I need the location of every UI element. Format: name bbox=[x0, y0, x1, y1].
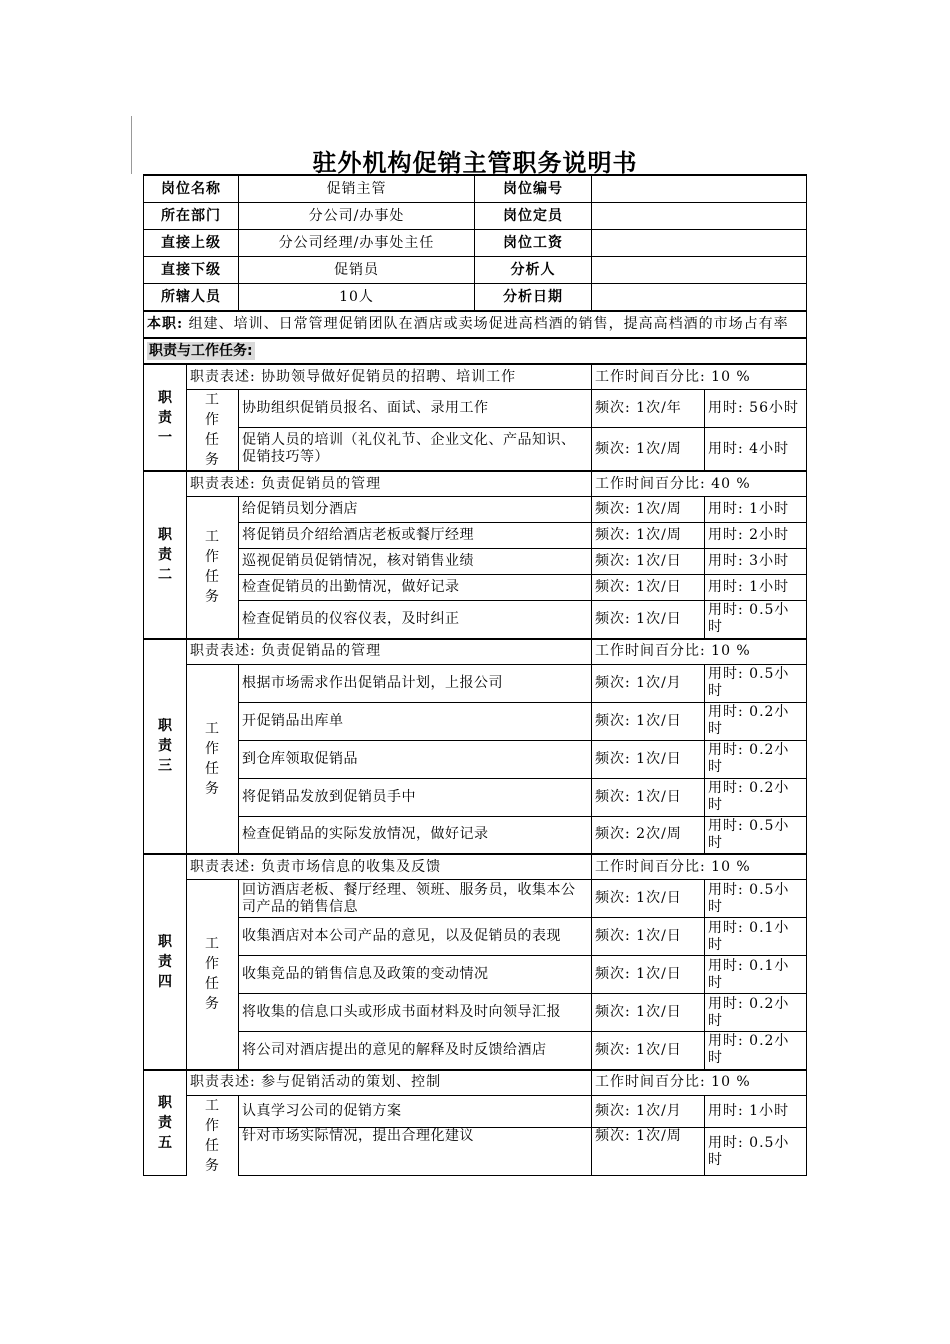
task-hours: 用时: 0.2小时 bbox=[705, 778, 807, 816]
task-frequency: 频次: 1次/日 bbox=[592, 918, 705, 956]
task-item: 收集酒店对本公司产品的意见，以及促销员的表现 bbox=[239, 918, 592, 956]
staffing-value bbox=[592, 203, 807, 230]
task-hours: 用时: 0.2小时 bbox=[705, 1032, 807, 1070]
task-hours: 用时: 0.2小时 bbox=[705, 740, 807, 778]
work-task-label: 工 作 任 务 bbox=[187, 664, 239, 854]
duty-4-description: 职责表述: 负责市场信息的收集及反馈 bbox=[187, 854, 592, 880]
task-hours: 用时: 1小时 bbox=[705, 1095, 807, 1128]
duty-1-description: 职责表述: 协助领导做好促销员的招聘、培训工作 bbox=[187, 364, 592, 390]
task-item: 将公司对酒店提出的意见的解释及时反馈给酒店 bbox=[239, 1032, 592, 1070]
work-task-label: 工 作 任 务 bbox=[187, 880, 239, 1070]
task-hours: 用时: 56小时 bbox=[705, 390, 807, 428]
task-item: 给促销员划分酒店 bbox=[239, 497, 592, 523]
task-item: 认真学习公司的促销方案 bbox=[239, 1095, 592, 1128]
duty-2-label: 职 责 二 bbox=[144, 471, 187, 639]
duties-section-header bbox=[144, 338, 807, 364]
analysis-date-value bbox=[592, 284, 807, 312]
task-frequency: 频次: 1次/日 bbox=[592, 601, 705, 639]
duty-1-percent: 工作时间百分比: 10 % bbox=[592, 364, 807, 390]
position-name-label: 岗位名称 bbox=[144, 175, 239, 203]
task-hours: 用时: 0.5小时 bbox=[705, 601, 807, 639]
staffing-label: 岗位定员 bbox=[475, 203, 592, 230]
duty-3-percent: 工作时间百分比: 10 % bbox=[592, 639, 807, 665]
task-hours: 用时: 3小时 bbox=[705, 549, 807, 575]
task-frequency: 频次: 1次/周 bbox=[592, 428, 705, 471]
work-task-label: 工 作 任 务 bbox=[187, 1095, 239, 1176]
task-hours: 用时: 0.5小时 bbox=[705, 1128, 807, 1176]
task-item: 检查促销品的实际发放情况，做好记录 bbox=[239, 816, 592, 854]
salary-value bbox=[592, 230, 807, 257]
task-frequency: 频次: 2次/周 bbox=[592, 816, 705, 854]
task-item: 针对市场实际情况，提出合理化建议 bbox=[239, 1128, 592, 1176]
task-frequency: 频次: 1次/月 bbox=[592, 664, 705, 702]
subordinate-value: 促销员 bbox=[239, 257, 475, 284]
duty-2-description: 职责表述: 负责促销员的管理 bbox=[187, 471, 592, 497]
position-no-value bbox=[592, 175, 807, 203]
job-summary bbox=[144, 311, 807, 338]
job-summary-text: 组建、培训、日常管理促销团队在酒店或卖场促进高档酒的销售，提高高档酒的市场占有率 bbox=[188, 316, 789, 332]
task-hours: 用时: 0.2小时 bbox=[705, 994, 807, 1032]
page-title: 驻外机构促销主管职务说明书 bbox=[312, 149, 638, 177]
duty-5-description: 职责表述: 参与促销活动的策划、控制 bbox=[187, 1070, 592, 1096]
duty-2-percent: 工作时间百分比: 40 % bbox=[592, 471, 807, 497]
duty-1-label: 职 责 一 bbox=[144, 364, 187, 471]
task-frequency: 频次: 1次/月 bbox=[592, 1095, 705, 1128]
dept-label: 所在部门 bbox=[144, 203, 239, 230]
task-hours: 用时: 0.2小时 bbox=[705, 702, 807, 740]
superior-label: 直接上级 bbox=[144, 230, 239, 257]
duty-4-label: 职 责 四 bbox=[144, 854, 187, 1070]
task-item: 回访酒店老板、餐厅经理、领班、服务员，收集本公司产品的销售信息 bbox=[239, 880, 592, 918]
task-hours: 用时: 0.5小时 bbox=[705, 816, 807, 854]
analysis-date-label: 分析日期 bbox=[475, 284, 592, 312]
dept-value: 分公司/办事处 bbox=[239, 203, 475, 230]
task-item: 根据市场需求作出促销品计划，上报公司 bbox=[239, 664, 592, 702]
position-name-value: 促销主管 bbox=[239, 175, 475, 203]
task-frequency: 频次: 1次/周 bbox=[592, 1128, 705, 1176]
task-item: 促销人员的培训（礼仪礼节、企业文化、产品知识、促销技巧等） bbox=[239, 428, 592, 471]
task-hours: 用时: 1小时 bbox=[705, 497, 807, 523]
task-frequency: 频次: 1次/日 bbox=[592, 740, 705, 778]
task-hours: 用时: 0.1小时 bbox=[705, 918, 807, 956]
task-item: 协助组织促销员报名、面试、录用工作 bbox=[239, 390, 592, 428]
task-frequency: 频次: 1次/日 bbox=[592, 1032, 705, 1070]
task-hours: 用时: 1小时 bbox=[705, 575, 807, 601]
task-item: 检查促销员的出勤情况，做好记录 bbox=[239, 575, 592, 601]
salary-label: 岗位工资 bbox=[475, 230, 592, 257]
managed-value: 10人 bbox=[239, 284, 475, 312]
work-task-label: 工 作 任 务 bbox=[187, 390, 239, 472]
task-hours: 用时: 0.1小时 bbox=[705, 956, 807, 994]
task-item: 巡视促销员促销情况，核对销售业绩 bbox=[239, 549, 592, 575]
work-task-label: 工 作 任 务 bbox=[187, 497, 239, 639]
subordinate-label: 直接下级 bbox=[144, 257, 239, 284]
task-frequency: 频次: 1次/周 bbox=[592, 497, 705, 523]
task-frequency: 频次: 1次/年 bbox=[592, 390, 705, 428]
task-frequency: 频次: 1次/日 bbox=[592, 994, 705, 1032]
duty-3-description: 职责表述: 负责促销品的管理 bbox=[187, 639, 592, 665]
duty-5-percent: 工作时间百分比: 10 % bbox=[592, 1070, 807, 1096]
task-item: 将促销品发放到促销员手中 bbox=[239, 778, 592, 816]
task-frequency: 频次: 1次/日 bbox=[592, 778, 705, 816]
task-frequency: 频次: 1次/周 bbox=[592, 523, 705, 549]
analyst-label: 分析人 bbox=[475, 257, 592, 284]
task-frequency: 频次: 1次/日 bbox=[592, 880, 705, 918]
duty-5-label: 职 责 五 bbox=[144, 1070, 187, 1176]
task-item: 收集竞品的销售信息及政策的变动情况 bbox=[239, 956, 592, 994]
task-item: 将收集的信息口头或形成书面材料及时向领导汇报 bbox=[239, 994, 592, 1032]
job-summary-label: 本职: bbox=[147, 316, 184, 332]
task-item: 到仓库领取促销品 bbox=[239, 740, 592, 778]
task-item: 开促销品出库单 bbox=[239, 702, 592, 740]
position-no-label: 岗位编号 bbox=[475, 175, 592, 203]
task-hours: 用时: 0.5小时 bbox=[705, 664, 807, 702]
task-frequency: 频次: 1次/日 bbox=[592, 549, 705, 575]
task-item: 检查促销员的仪容仪表，及时纠正 bbox=[239, 601, 592, 639]
task-item: 将促销员介绍给酒店老板或餐厅经理 bbox=[239, 523, 592, 549]
managed-label: 所辖人员 bbox=[144, 284, 239, 312]
task-hours: 用时: 4小时 bbox=[705, 428, 807, 471]
task-frequency: 频次: 1次/日 bbox=[592, 956, 705, 994]
task-frequency: 频次: 1次/日 bbox=[592, 702, 705, 740]
superior-value: 分公司经理/办事处主任 bbox=[239, 230, 475, 257]
task-hours: 用时: 0.5小时 bbox=[705, 880, 807, 918]
duties-section-title: 职责与工作任务: bbox=[149, 342, 253, 359]
duty-3-label: 职 责 三 bbox=[144, 639, 187, 855]
analyst-value bbox=[592, 257, 807, 284]
task-frequency: 频次: 1次/日 bbox=[592, 575, 705, 601]
job-description-table bbox=[143, 174, 807, 1176]
task-hours: 用时: 2小时 bbox=[705, 523, 807, 549]
duty-4-percent: 工作时间百分比: 10 % bbox=[592, 854, 807, 880]
